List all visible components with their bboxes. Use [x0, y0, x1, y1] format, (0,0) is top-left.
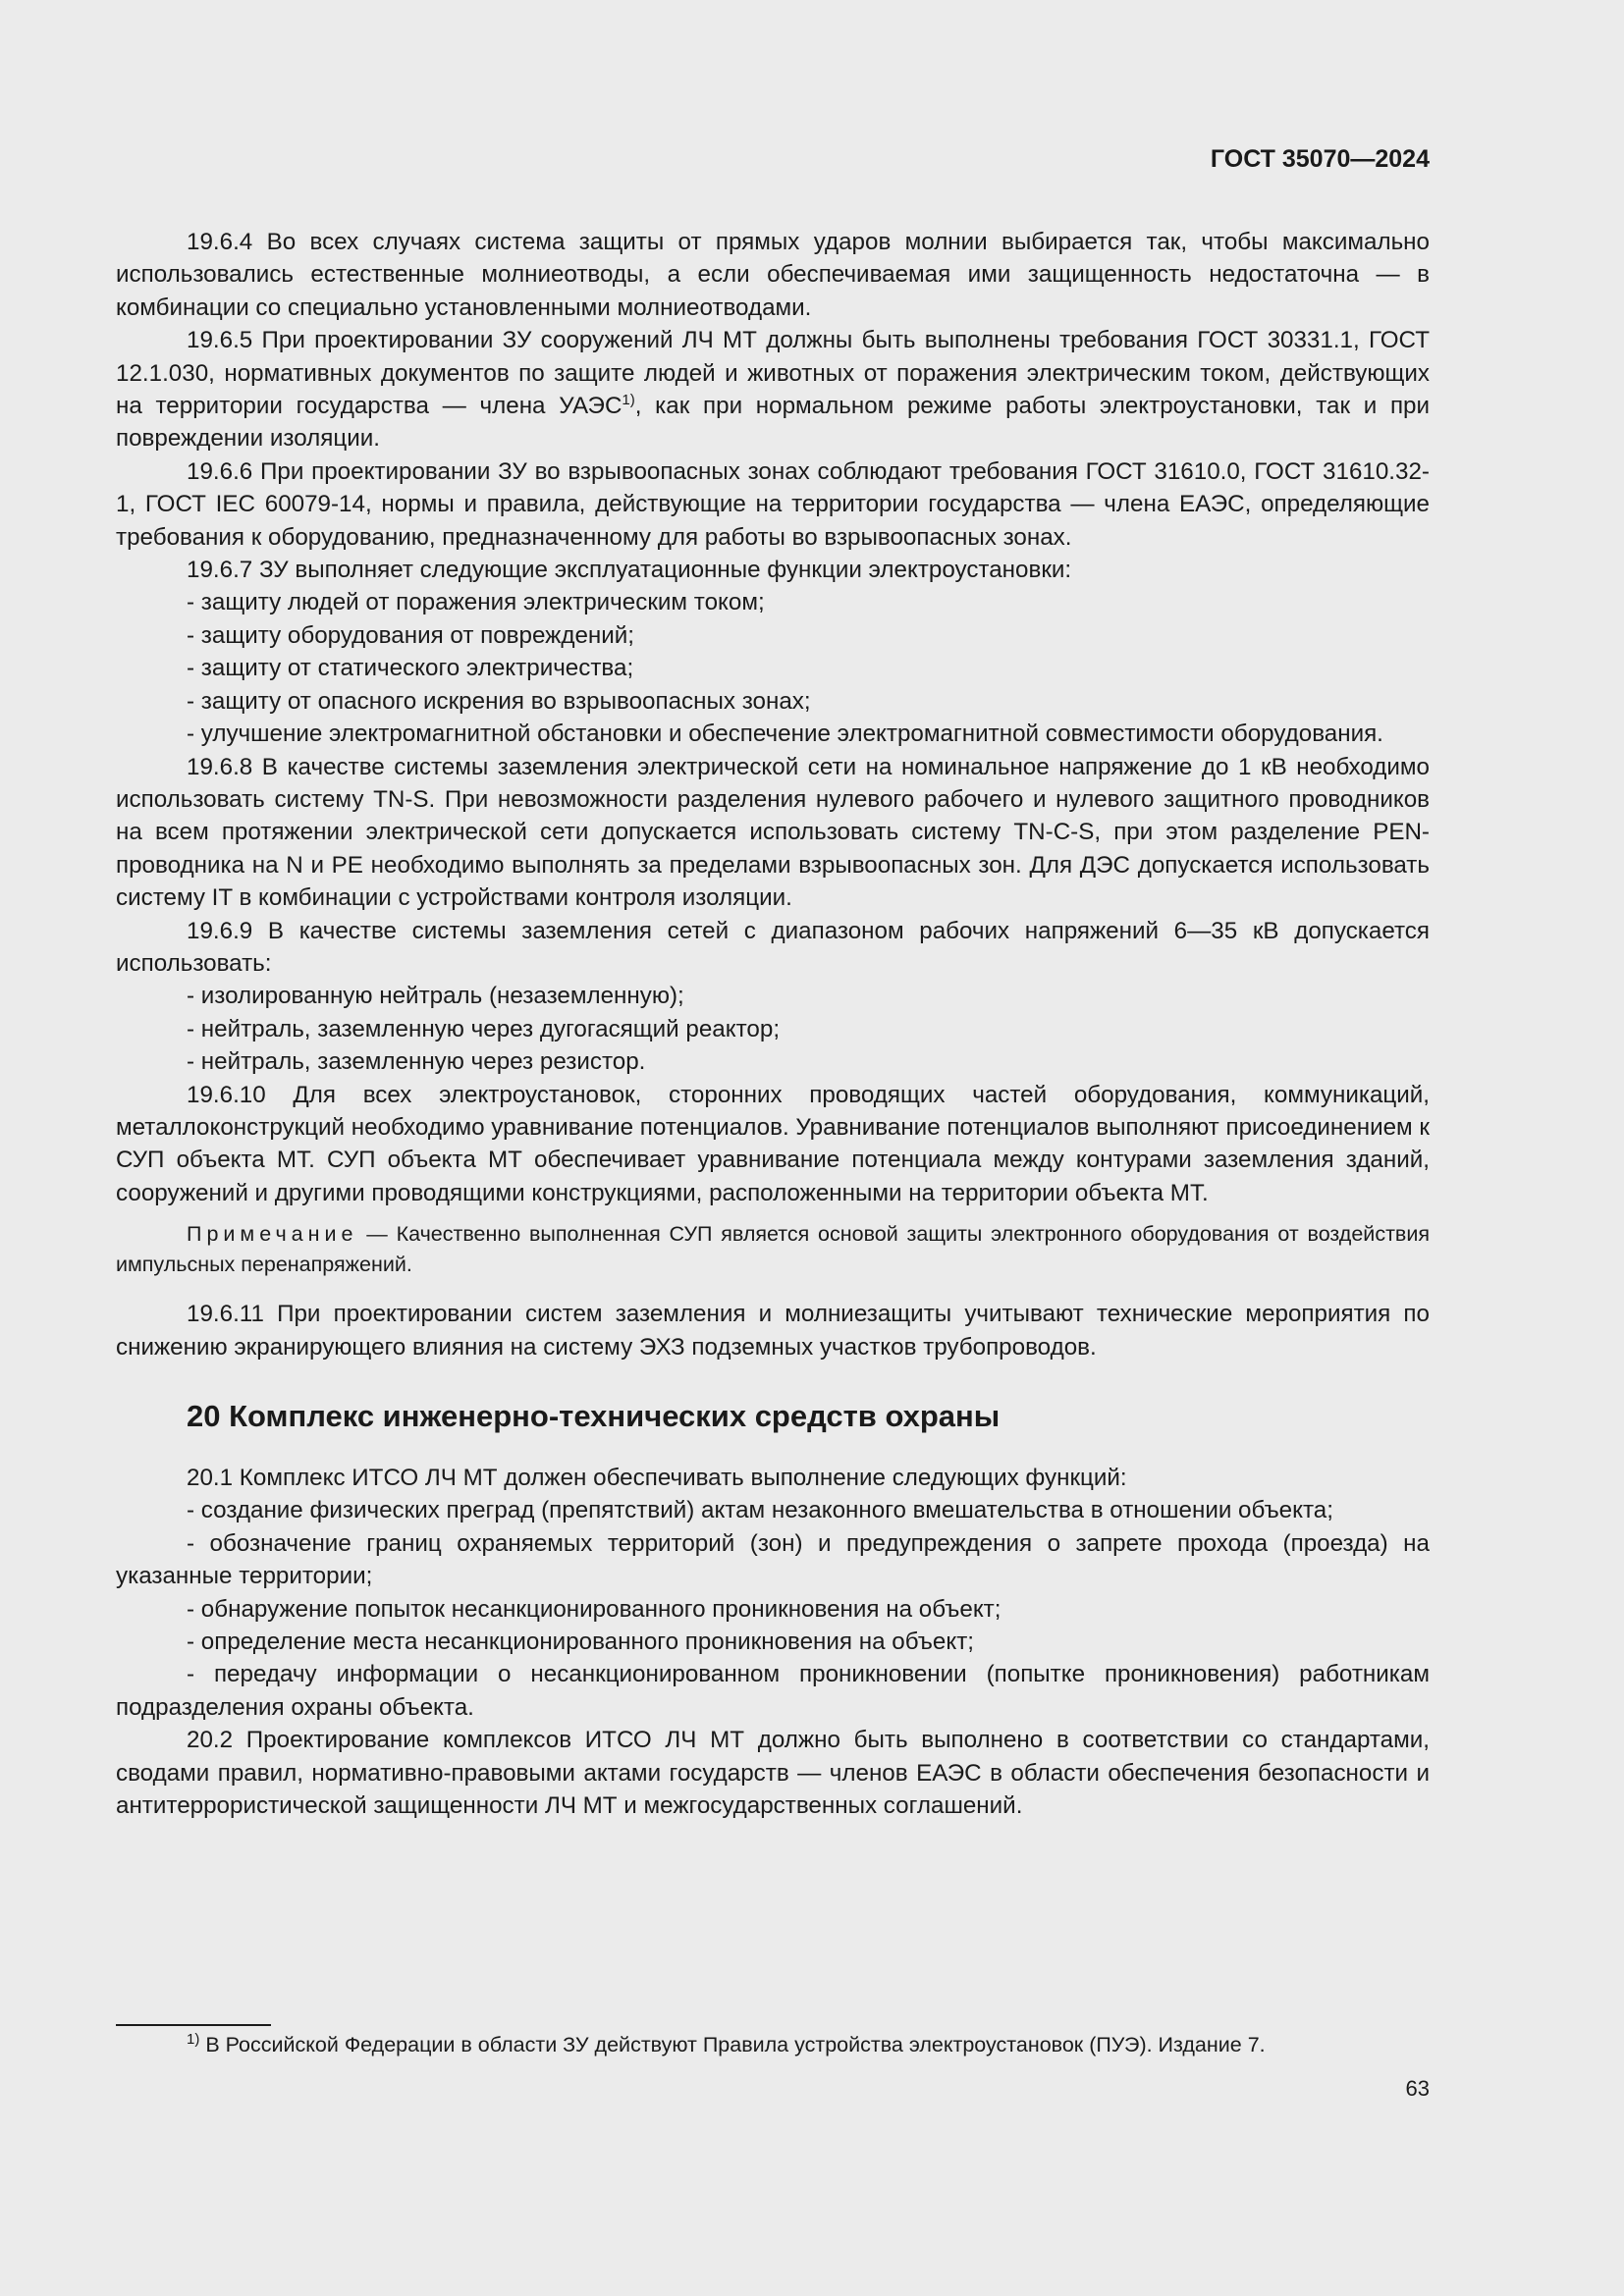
- list-item: - улучшение электромагнитной обстановки и обеспечение электромагнитной совместимости оборудования.: [187, 721, 1383, 748]
- section-heading: 20 Комплекс инженерно-технических средств охраны: [187, 1399, 1001, 1433]
- list-item: - обнаружение попыток несанкционированного проникновения на объект;: [187, 1595, 1001, 1623]
- paragraph-19-6-11: 19.6.11 При проектировании систем заземления и молниезащиты учитывают технические мероприятия по снижению экранирующего влияния на систему ЭХЗ подземных участков трубопроводов.: [116, 1301, 1430, 1361]
- list-item: - защиту людей от поражения электрическим током;: [187, 589, 765, 616]
- paragraph-text: 19.6.5 При проектировании ЗУ сооружений ЛЧ МТ должны быть выполнены требования ГОСТ 30331.1, ГОСТ 12.1.030, нормативных документов по защите людей и животных от поражения электрическим током, действующих на территории государства — члена УАЭС: [116, 327, 1430, 420]
- footnote-ref[interactable]: 1): [622, 391, 635, 408]
- main-text: [116, 226, 1430, 1822]
- list-item: - нейтраль, заземленную через дугогасящий реактор;: [187, 1015, 781, 1042]
- footnote-text: В Российской Федерации в области ЗУ действуют Правила устройства электроустановок (ПУЭ). Издание 7.: [199, 2033, 1266, 2056]
- note-text: — Качественно выполненная СУП является основой защиты электронного оборудования от воздействия импульсных перенапряжений.: [116, 1222, 1430, 1277]
- footnote-divider: [116, 2024, 271, 2026]
- list-item: - защиту от опасного искрения во взрывоопасных зонах;: [187, 687, 811, 715]
- paragraph-19-6-8: 19.6.8 В качестве системы заземления электрической сети на номинальное напряжение до 1 кВ необходимо использовать систему TN-S. При невозможности разделения нулевого рабочего и нулевого защитного проводников на всем протяжении электрической сети допускается использовать систему TN-C-S, при этом разделение PEN-проводника на N и PE необходимо выполнять за пределами взрывоопасных зон. Для ДЭС допускается использовать систему IT в комбинации с устройствами контроля изоляции.: [116, 753, 1430, 912]
- paragraph-text: , как при нормальном режиме работы электроустановки, так и при повреждении изоляции.: [116, 393, 1431, 453]
- paragraph-20-1: 20.1 Комплекс ИТСО ЛЧ МТ должен обеспечивать выполнение следующих функций:: [187, 1465, 1127, 1491]
- list-item: - передачу информации о несанкционированном проникновении (попытке проникновения) работникам подразделения охраны объекта.: [116, 1661, 1430, 1721]
- note: [116, 1219, 1430, 1280]
- paragraph-19-6-7: 19.6.7 ЗУ выполняет следующие эксплуатационные функции электроустановки:: [187, 557, 1072, 584]
- note-label: Примечание: [187, 1222, 358, 1247]
- paragraph-19-6-4: 19.6.4 Во всех случаях система защиты от прямых ударов молнии выбирается так, чтобы максимально использовались естественные молниеотводы, а если обеспечиваемая ими защищенность недостаточна — в комбинации со специально установленными молниеотводами.: [116, 229, 1430, 321]
- page-number: 63: [1405, 2076, 1430, 2101]
- list-item: - обозначение границ охраняемых территорий (зон) и предупреждения о запрете прохода (проезда) на указанные территории;: [116, 1529, 1430, 1590]
- footnote-marker: 1): [187, 2030, 200, 2048]
- paragraph-19-6-9: 19.6.9 В качестве системы заземления сетей с диапазоном рабочих напряжений 6—35 кВ допускается использовать:: [116, 917, 1430, 977]
- list-item: - защиту оборудования от повреждений;: [187, 621, 634, 649]
- paragraph-19-6-10: 19.6.10 Для всех электроустановок, сторонних проводящих частей оборудования, коммуникаций, металлоконструкций необходимо уравнивание потенциалов. Уравнивание потенциалов выполняют присоединением к СУП объекта МТ. СУП объекта МТ обеспечивает уравнивание потенциала между контурами заземления зданий, сооружений и другими проводящими конструкциями, расположенными на территории объекта МТ.: [116, 1081, 1430, 1206]
- paragraph-20-2: 20.2 Проектирование комплексов ИТСО ЛЧ МТ должно быть выполнено в соответствии со стандартами, сводами правил, нормативно-правовыми актами государств — членов ЕАЭС в области обеспечения безопасности и антитеррористической защищенности ЛЧ МТ и межгосударственных соглашений.: [116, 1727, 1430, 1820]
- list-item: - создание физических преград (препятствий) актам незаконного вмешательства в отношении объекта;: [187, 1497, 1333, 1524]
- paragraph-19-6-6: 19.6.6 При проектировании ЗУ во взрывоопасных зонах соблюдают требования ГОСТ 31610.0, ГОСТ 31610.32-1, ГОСТ IEC 60079-14, нормы и правила, действующие на территории государства — члена ЕАЭС, определяющие требования к оборудованию, предназначенному для работы во взрывоопасных зонах.: [116, 457, 1430, 551]
- list-item: - защиту от статического электричества;: [187, 655, 634, 682]
- footnote: [187, 2030, 1434, 2059]
- paragraph-19-6-5: [116, 324, 1430, 455]
- list-item: - изолированную нейтраль (незаземленную);: [187, 983, 684, 1010]
- document-id-header: ГОСТ 35070—2024: [1210, 145, 1430, 173]
- list-item: - нейтраль, заземленную через резистор.: [187, 1048, 646, 1076]
- list-item: - определение места несанкционированного проникновения на объект;: [187, 1629, 974, 1656]
